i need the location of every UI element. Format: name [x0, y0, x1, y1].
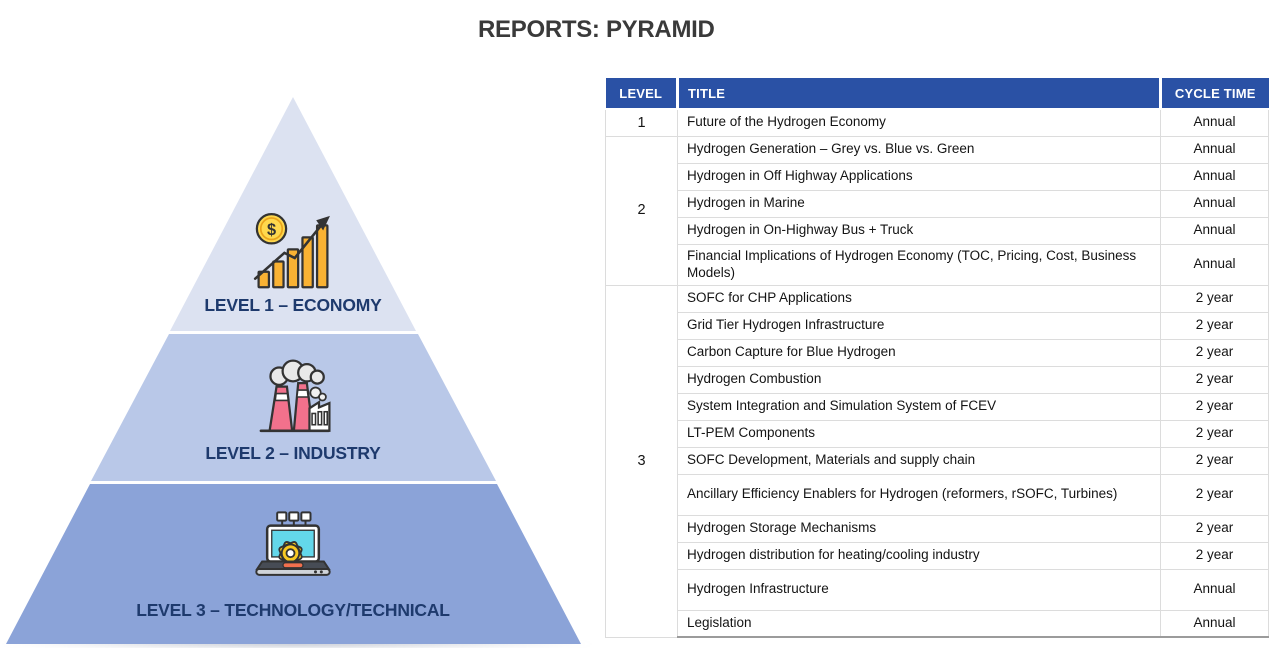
table-row [606, 163, 1269, 190]
reports-table [605, 78, 1269, 638]
reports-table-body [606, 109, 1269, 637]
level-cell: 1 [606, 109, 678, 136]
report-title-cell: Financial Implications of Hydrogen Economy (TOC, Pricing, Cost, Business Models) [678, 244, 1161, 285]
table-row [606, 474, 1269, 515]
cycle-time-cell: 2 year [1161, 366, 1269, 393]
laptop-gear-icon [253, 505, 333, 583]
table-row [606, 109, 1269, 136]
column-header-level: LEVEL [606, 78, 678, 109]
report-title-cell: Legislation [678, 610, 1161, 637]
report-title-cell: Hydrogen Generation – Grey vs. Blue vs. Green [678, 136, 1161, 163]
report-title-cell: Grid Tier Hydrogen Infrastructure [678, 312, 1161, 339]
cycle-time-cell: Annual [1161, 217, 1269, 244]
cycle-time-cell: 2 year [1161, 420, 1269, 447]
pyramid-level-3-label: LEVEL 3 – TECHNOLOGY/TECHNICAL [136, 600, 450, 620]
cycle-time-cell: 2 year [1161, 393, 1269, 420]
report-title-cell: Future of the Hydrogen Economy [678, 109, 1161, 136]
report-title-cell: LT-PEM Components [678, 420, 1161, 447]
table-row [606, 312, 1269, 339]
cycle-time-cell: Annual [1161, 163, 1269, 190]
table-row [606, 217, 1269, 244]
report-title-cell: Hydrogen Storage Mechanisms [678, 515, 1161, 542]
report-title-cell: Hydrogen Combustion [678, 366, 1161, 393]
table-row [606, 447, 1269, 474]
cycle-time-cell: Annual [1161, 190, 1269, 217]
table-row [606, 244, 1269, 285]
table-row [606, 366, 1269, 393]
pyramid-level-1-label: LEVEL 1 – ECONOMY [204, 295, 382, 315]
table-row [606, 393, 1269, 420]
table-row [606, 610, 1269, 637]
table-row [606, 569, 1269, 610]
report-title-cell: System Integration and Simulation System of FCEV [678, 393, 1161, 420]
factory-icon [253, 358, 333, 436]
report-title-cell: SOFC for CHP Applications [678, 285, 1161, 312]
page-title: REPORTS: PYRAMID [478, 16, 715, 43]
report-title-cell: Carbon Capture for Blue Hydrogen [678, 339, 1161, 366]
report-title-cell: Hydrogen distribution for heating/cooling industry [678, 542, 1161, 569]
column-header-title: TITLE [678, 78, 1161, 109]
reports-table-header [606, 78, 1269, 109]
level-cell: 2 [606, 136, 678, 285]
cycle-time-cell: Annual [1161, 244, 1269, 285]
report-title-cell: Hydrogen in Marine [678, 190, 1161, 217]
report-title-cell: Hydrogen in On-Highway Bus + Truck [678, 217, 1161, 244]
column-header-cycle-time: CYCLE TIME [1161, 78, 1269, 109]
cycle-time-cell: 2 year [1161, 447, 1269, 474]
cycle-time-cell: 2 year [1161, 474, 1269, 515]
table-row [606, 515, 1269, 542]
cycle-time-cell: Annual [1161, 610, 1269, 637]
report-title-cell: Hydrogen in Off Highway Applications [678, 163, 1161, 190]
level-cell: 3 [606, 285, 678, 637]
report-title-cell: Ancillary Efficiency Enablers for Hydrogen (reformers, rSOFC, Turbines) [678, 474, 1161, 515]
table-row [606, 542, 1269, 569]
cycle-time-cell: Annual [1161, 136, 1269, 163]
svg-text:$: $ [266, 220, 277, 239]
report-title-cell: SOFC Development, Materials and supply chain [678, 447, 1161, 474]
table-row [606, 285, 1269, 312]
cycle-time-cell: 2 year [1161, 339, 1269, 366]
table-row [606, 136, 1269, 163]
cycle-time-cell: 2 year [1161, 542, 1269, 569]
cycle-time-cell: Annual [1161, 569, 1269, 610]
cycle-time-cell: Annual [1161, 109, 1269, 136]
report-title-cell: Hydrogen Infrastructure [678, 569, 1161, 610]
table-row [606, 190, 1269, 217]
economy-bar-chart-icon [250, 208, 336, 290]
pyramid-level-2-label: LEVEL 2 – INDUSTRY [205, 443, 381, 463]
table-row [606, 339, 1269, 366]
table-row [606, 420, 1269, 447]
cycle-time-cell: 2 year [1161, 312, 1269, 339]
pyramid-diagram [0, 0, 600, 648]
cycle-time-cell: 2 year [1161, 285, 1269, 312]
cycle-time-cell: 2 year [1161, 515, 1269, 542]
